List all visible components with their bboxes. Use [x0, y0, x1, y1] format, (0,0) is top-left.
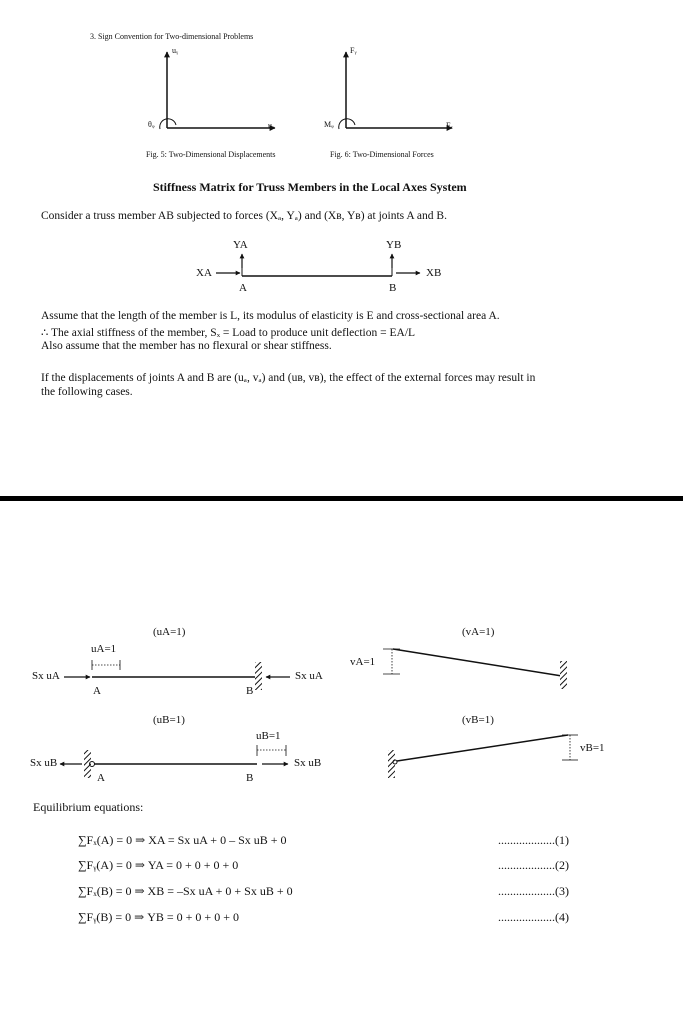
- case-ua-left-force: Sx uA: [32, 670, 60, 682]
- case-vb-title: (vB=1): [462, 714, 494, 726]
- case-va-title: (vA=1): [462, 626, 495, 638]
- fig5-rot-label: θᵩ: [148, 120, 155, 129]
- fig5-caption: Fig. 5: Two-Dimensional Displacements: [146, 150, 276, 159]
- equation-2-number: ...................(2): [498, 858, 569, 872]
- section-title: Stiffness Matrix for Truss Members in the Local Axes System: [153, 180, 467, 194]
- equation-3: ∑Fₓ(B) = 0 ⇒ XB = –Sx uA + 0 + Sx uB + 0: [78, 884, 293, 898]
- cases-diagram: [0, 0, 1, 1]
- section-heading: 3. Sign Convention for Two-dimensional Problems: [90, 32, 254, 41]
- case-ua-a: A: [93, 685, 101, 697]
- para2-line2: the following cases.: [41, 386, 133, 398]
- case-ua-right-force: Sx uA: [295, 670, 323, 682]
- case-ub-title: (uB=1): [153, 714, 185, 726]
- para1-line3: Also assume that the member has no flexural or shear stiffness.: [41, 340, 332, 352]
- member-b: B: [389, 282, 397, 294]
- case-ub-left-force: Sx uB: [30, 757, 58, 769]
- equation-1-number: ...................(1): [498, 833, 569, 847]
- member-xb: XB: [426, 267, 442, 279]
- section-divider: [0, 496, 683, 501]
- fig5-up-label: uᵧ: [172, 46, 179, 55]
- member-ya: YA: [233, 239, 248, 251]
- fig6-up-label: Fᵧ: [350, 46, 357, 55]
- equation-4-number: ...................(4): [498, 910, 569, 924]
- case-va-disp: vA=1: [350, 656, 376, 668]
- intro-text: Consider a truss member AB subjected to forces (Xₐ, Yₐ) and (Xʙ, Yʙ) at joints A and B.: [41, 210, 447, 222]
- case-ua-b: B: [246, 685, 254, 697]
- case-vb-disp: vB=1: [580, 742, 605, 754]
- case-ub-a: A: [97, 772, 105, 784]
- fig6-rot-label: Mᵩ: [324, 120, 334, 129]
- fig6-caption: Fig. 6: Two-Dimensional Forces: [330, 150, 434, 159]
- equation-4: ∑Fᵧ(B) = 0 ⇒ YB = 0 + 0 + 0 + 0: [78, 910, 239, 924]
- case-ua-disp: uA=1: [91, 643, 117, 655]
- equation-1: ∑Fₓ(A) = 0 ⇒ XA = Sx uA + 0 – Sx uB + 0: [78, 833, 287, 847]
- para1-line2: ∴ The axial stiffness of the member, Sₓ = Load to produce unit deflection = EA/L: [41, 327, 416, 339]
- case-ub-disp: uB=1: [256, 730, 281, 742]
- member-xa: XA: [196, 267, 212, 279]
- para1-line1: Assume that the length of the member is L, its modulus of elasticity is E and cross-sectional area A.: [41, 310, 500, 322]
- member-a: A: [239, 282, 247, 294]
- case-ua-title: (uA=1): [153, 626, 186, 638]
- equation-2: ∑Fᵧ(A) = 0 ⇒ YA = 0 + 0 + 0 + 0: [78, 858, 239, 872]
- para2-line1: If the displacements of joints A and B are (uₐ, vₐ) and (uʙ, vʙ), the effect of the external forces may result in: [41, 372, 536, 384]
- member-yb: YB: [386, 239, 402, 251]
- equilibrium-heading: Equilibrium equations:: [33, 800, 144, 814]
- fig5-right-label: uₓ: [268, 121, 275, 130]
- fig6-right-label: Fₓ: [446, 121, 453, 130]
- case-ub-right-force: Sx uB: [294, 757, 322, 769]
- case-ub-b: B: [246, 772, 254, 784]
- equation-3-number: ...................(3): [498, 884, 569, 898]
